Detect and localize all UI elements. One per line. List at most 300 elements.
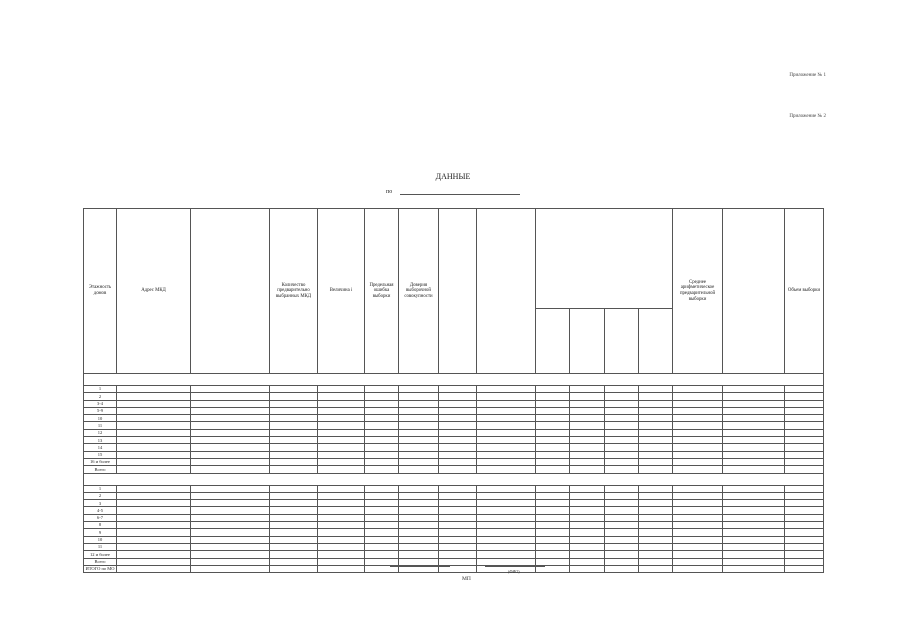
table-cell <box>605 458 639 465</box>
section-2-heading <box>84 473 824 485</box>
table-cell <box>191 543 270 550</box>
table-cell <box>605 422 639 429</box>
table-cell <box>673 543 723 550</box>
table-cell <box>673 429 723 436</box>
row-floors-label: 1 <box>84 485 117 492</box>
table-cell <box>785 422 824 429</box>
table-cell <box>570 543 605 550</box>
table-cell <box>570 422 605 429</box>
table-cell <box>639 466 673 473</box>
table-cell <box>785 529 824 536</box>
table-cell <box>318 507 365 514</box>
table-cell <box>117 451 191 458</box>
table-row <box>84 444 824 451</box>
subheader-date-1 <box>536 309 570 374</box>
table-cell <box>191 437 270 444</box>
table-cell <box>439 529 477 536</box>
table-cell <box>318 551 365 558</box>
table-row <box>84 407 824 414</box>
row-floors-label: 8 <box>84 522 117 529</box>
table-cell <box>439 451 477 458</box>
header-floors: Этажность домов <box>84 209 117 374</box>
header-value: Величина i <box>318 209 365 374</box>
table-cell <box>365 514 399 521</box>
table-row <box>84 485 824 492</box>
header-mkd-count <box>191 209 270 374</box>
row-floors-label: 11 <box>84 543 117 550</box>
table-cell <box>536 451 570 458</box>
table-cell <box>399 551 439 558</box>
table-cell <box>439 400 477 407</box>
table-cell <box>570 565 605 572</box>
table-cell <box>605 451 639 458</box>
table-cell <box>318 529 365 536</box>
table-cell <box>570 466 605 473</box>
table-cell <box>477 485 536 492</box>
table-cell <box>399 451 439 458</box>
table-cell <box>639 514 673 521</box>
table-cell <box>536 386 570 393</box>
table-cell <box>270 514 318 521</box>
table-cell <box>785 386 824 393</box>
table-cell <box>318 422 365 429</box>
table-cell <box>536 522 570 529</box>
table-row <box>84 551 824 558</box>
table-cell <box>785 551 824 558</box>
table-cell <box>477 543 536 550</box>
table-cell <box>605 522 639 529</box>
table-cell <box>723 500 785 507</box>
table-cell <box>570 429 605 436</box>
table-row <box>84 466 824 473</box>
table-cell <box>191 444 270 451</box>
table-cell <box>399 522 439 529</box>
table-cell <box>191 485 270 492</box>
table-cell <box>639 565 673 572</box>
data-table <box>83 208 824 573</box>
table-cell <box>117 507 191 514</box>
table-cell <box>365 386 399 393</box>
table-cell <box>785 407 824 414</box>
table-cell <box>723 407 785 414</box>
table-cell <box>270 565 318 572</box>
table-cell <box>673 485 723 492</box>
table-cell <box>191 429 270 436</box>
subheader-date-2 <box>605 309 639 374</box>
table-cell <box>536 422 570 429</box>
table-cell <box>639 393 673 400</box>
table-cell <box>536 529 570 536</box>
table-cell <box>477 514 536 521</box>
header-group-meters <box>536 209 673 309</box>
table-cell <box>399 543 439 550</box>
table-cell <box>673 500 723 507</box>
table-cell <box>477 529 536 536</box>
table-cell <box>536 558 570 565</box>
table-cell <box>439 466 477 473</box>
row-floors-label: ИТОГО по МО <box>85 566 115 572</box>
table-cell <box>191 466 270 473</box>
table-cell <box>117 422 191 429</box>
table-cell <box>270 429 318 436</box>
row-floors-label: 11 <box>84 422 117 429</box>
table-cell <box>117 536 191 543</box>
table-cell <box>117 500 191 507</box>
table-cell <box>318 466 365 473</box>
table-cell <box>439 536 477 543</box>
table-cell <box>439 386 477 393</box>
table-cell <box>399 458 439 465</box>
table-row <box>84 565 824 572</box>
table-cell <box>191 393 270 400</box>
table-row <box>84 500 824 507</box>
table-cell <box>673 386 723 393</box>
table-cell <box>785 458 824 465</box>
row-floors-label: 16 и более <box>84 458 117 465</box>
table-cell <box>639 444 673 451</box>
table-cell <box>439 437 477 444</box>
table-cell <box>536 500 570 507</box>
table-cell <box>639 485 673 492</box>
table-cell <box>191 529 270 536</box>
table-row <box>84 422 824 429</box>
table-cell <box>723 451 785 458</box>
table-cell <box>605 437 639 444</box>
table-cell <box>399 429 439 436</box>
table-cell <box>639 558 673 565</box>
section-heading-row <box>84 374 824 386</box>
table-cell <box>639 492 673 499</box>
table-cell <box>723 492 785 499</box>
table-cell <box>477 393 536 400</box>
row-floors-label: 5-9 <box>84 407 117 414</box>
table-cell <box>605 500 639 507</box>
table-cell <box>639 507 673 514</box>
table-cell <box>399 415 439 422</box>
table-cell <box>785 536 824 543</box>
table-cell <box>570 451 605 458</box>
table-cell <box>477 458 536 465</box>
table-cell <box>723 444 785 451</box>
table-cell <box>318 565 365 572</box>
table-cell <box>536 444 570 451</box>
subtitle-po: по <box>386 189 393 195</box>
table-cell <box>536 485 570 492</box>
table-cell <box>365 507 399 514</box>
table-cell <box>673 393 723 400</box>
table-cell <box>570 536 605 543</box>
table-cell <box>639 386 673 393</box>
table-cell <box>318 543 365 550</box>
table-cell <box>477 437 536 444</box>
table-cell <box>673 466 723 473</box>
table-cell <box>639 536 673 543</box>
table-cell <box>536 536 570 543</box>
document-title: ДАННЫЕ <box>435 172 471 181</box>
row-floors-label: 10 <box>84 415 117 422</box>
table-cell <box>536 429 570 436</box>
table-cell <box>723 514 785 521</box>
table-cell <box>270 543 318 550</box>
table-cell <box>365 458 399 465</box>
appendix-block-2 <box>789 113 826 123</box>
table-cell <box>570 514 605 521</box>
table-cell <box>723 485 785 492</box>
table-cell <box>536 393 570 400</box>
table-cell <box>191 458 270 465</box>
table-header-row <box>84 209 824 309</box>
header-sample-error: Предельная ошибка выборки <box>365 209 399 374</box>
table-cell <box>270 466 318 473</box>
table-cell <box>477 466 536 473</box>
table-cell <box>117 522 191 529</box>
table-cell <box>117 429 191 436</box>
row-floors-label: 3-4 <box>84 400 117 407</box>
row-floors-label: 4-5 <box>84 507 117 514</box>
header-average: Среднее арифметическое предварительной выборки <box>673 209 723 374</box>
table-cell <box>570 529 605 536</box>
table-row <box>84 543 824 550</box>
table-cell <box>673 400 723 407</box>
table-cell <box>365 437 399 444</box>
table-cell <box>570 551 605 558</box>
table-cell <box>117 485 191 492</box>
table-cell <box>365 415 399 422</box>
table-cell <box>536 551 570 558</box>
table-cell <box>723 400 785 407</box>
table-cell <box>605 558 639 565</box>
table-cell <box>318 514 365 521</box>
table-cell <box>365 558 399 565</box>
table-cell <box>270 444 318 451</box>
table-cell <box>570 522 605 529</box>
signature-line <box>390 566 450 567</box>
appendix-line: Приложение № 1 <box>789 73 826 78</box>
table-cell <box>605 543 639 550</box>
table-cell <box>673 422 723 429</box>
table-cell <box>399 393 439 400</box>
table-cell <box>365 485 399 492</box>
table-cell <box>439 458 477 465</box>
table-cell <box>639 529 673 536</box>
table-cell <box>605 415 639 422</box>
table-cell <box>117 514 191 521</box>
table-row <box>84 536 824 543</box>
table-cell <box>723 437 785 444</box>
table-cell <box>639 451 673 458</box>
table-cell <box>399 386 439 393</box>
table-cell <box>605 536 639 543</box>
table-cell <box>570 386 605 393</box>
table-cell <box>570 507 605 514</box>
table-cell <box>536 400 570 407</box>
table-cell <box>477 429 536 436</box>
table-cell <box>365 500 399 507</box>
table-row <box>84 400 824 407</box>
table-cell <box>318 393 365 400</box>
table-cell <box>439 492 477 499</box>
table-cell <box>605 514 639 521</box>
table-cell <box>117 415 191 422</box>
name-line <box>485 566 545 567</box>
table-cell <box>270 458 318 465</box>
table-cell <box>439 558 477 565</box>
header-selected-count: Количество предварительно выбранных МКД <box>270 209 318 374</box>
row-floors-label: 15 <box>84 451 117 458</box>
table-cell <box>439 393 477 400</box>
table-cell <box>785 451 824 458</box>
table-row <box>84 415 824 422</box>
table-cell <box>639 522 673 529</box>
table-cell <box>439 551 477 558</box>
table-cell <box>605 400 639 407</box>
table-cell <box>723 543 785 550</box>
row-floors-label: 12 <box>84 429 117 436</box>
table-cell <box>439 514 477 521</box>
table-cell <box>477 507 536 514</box>
table-cell <box>365 400 399 407</box>
table-cell <box>673 458 723 465</box>
table-cell <box>270 536 318 543</box>
table-cell <box>673 551 723 558</box>
table-cell <box>117 466 191 473</box>
table-cell <box>673 565 723 572</box>
table-cell <box>639 415 673 422</box>
row-floors-label: 9 <box>84 529 117 536</box>
table-cell <box>365 551 399 558</box>
table-cell <box>270 507 318 514</box>
header-confidence: Доверия выборочной совокупности <box>399 209 439 374</box>
table-cell <box>477 386 536 393</box>
table-cell <box>605 407 639 414</box>
table-cell <box>318 437 365 444</box>
table-cell <box>270 400 318 407</box>
table-cell <box>270 558 318 565</box>
table-cell <box>785 393 824 400</box>
table-cell <box>639 429 673 436</box>
table-row <box>84 429 824 436</box>
row-floors-label: 3 <box>84 500 117 507</box>
table-cell <box>117 444 191 451</box>
table-cell <box>477 451 536 458</box>
table-cell <box>117 407 191 414</box>
table-cell <box>570 492 605 499</box>
table-cell <box>191 407 270 414</box>
table-cell <box>117 558 191 565</box>
table-cell <box>270 522 318 529</box>
table-cell <box>723 551 785 558</box>
subtitle-date-line <box>400 194 520 195</box>
table-cell <box>117 458 191 465</box>
table-cell <box>477 400 536 407</box>
table-cell <box>365 522 399 529</box>
table-cell <box>723 458 785 465</box>
table-cell <box>723 429 785 436</box>
table-cell <box>318 500 365 507</box>
table-cell <box>673 536 723 543</box>
table-cell <box>723 565 785 572</box>
table-cell <box>673 415 723 422</box>
table-cell <box>117 551 191 558</box>
table-cell <box>536 437 570 444</box>
table-cell <box>785 444 824 451</box>
table-cell <box>365 393 399 400</box>
table-cell <box>117 543 191 550</box>
table-cell <box>439 500 477 507</box>
table-cell <box>270 529 318 536</box>
table-cell <box>477 500 536 507</box>
table-cell <box>365 444 399 451</box>
table-cell <box>673 437 723 444</box>
section-1-heading <box>84 374 824 386</box>
row-floors-label: 10 <box>84 536 117 543</box>
table-cell <box>439 429 477 436</box>
table-cell <box>270 451 318 458</box>
table-cell <box>477 492 536 499</box>
table-cell <box>117 386 191 393</box>
table-cell <box>536 492 570 499</box>
table-cell <box>477 407 536 414</box>
table-cell <box>270 407 318 414</box>
table-cell <box>570 400 605 407</box>
table-row <box>84 437 824 444</box>
table-cell <box>785 492 824 499</box>
table-cell <box>270 551 318 558</box>
table-cell <box>318 407 365 414</box>
table-cell <box>639 551 673 558</box>
row-floors-label: 2 <box>84 492 117 499</box>
table-cell <box>785 466 824 473</box>
header-deviation <box>723 209 785 374</box>
table-cell <box>477 444 536 451</box>
table-cell <box>605 507 639 514</box>
header-monthly-heat <box>477 209 536 374</box>
table-cell <box>318 536 365 543</box>
table-cell <box>318 458 365 465</box>
table-cell <box>605 393 639 400</box>
table-cell <box>605 386 639 393</box>
table-cell <box>785 522 824 529</box>
table-cell <box>191 422 270 429</box>
table-cell <box>191 558 270 565</box>
table-cell <box>639 407 673 414</box>
table-cell <box>536 458 570 465</box>
table-row <box>84 514 824 521</box>
table-cell <box>365 422 399 429</box>
table-cell <box>399 422 439 429</box>
table-cell <box>723 415 785 422</box>
appendix-block-1 <box>789 72 826 79</box>
table-cell <box>365 407 399 414</box>
table-cell <box>639 422 673 429</box>
header-total-heat <box>439 209 477 374</box>
table-cell <box>723 386 785 393</box>
table-cell <box>365 429 399 436</box>
table-cell <box>191 514 270 521</box>
table-row <box>84 558 824 565</box>
table-cell <box>399 492 439 499</box>
table-cell <box>191 507 270 514</box>
table-cell <box>318 444 365 451</box>
table-cell <box>117 529 191 536</box>
table-cell <box>536 466 570 473</box>
row-floors-label: 14 <box>84 444 117 451</box>
table-cell <box>191 551 270 558</box>
table-row <box>84 386 824 393</box>
table-cell <box>399 500 439 507</box>
table-cell <box>536 514 570 521</box>
table-cell <box>723 393 785 400</box>
